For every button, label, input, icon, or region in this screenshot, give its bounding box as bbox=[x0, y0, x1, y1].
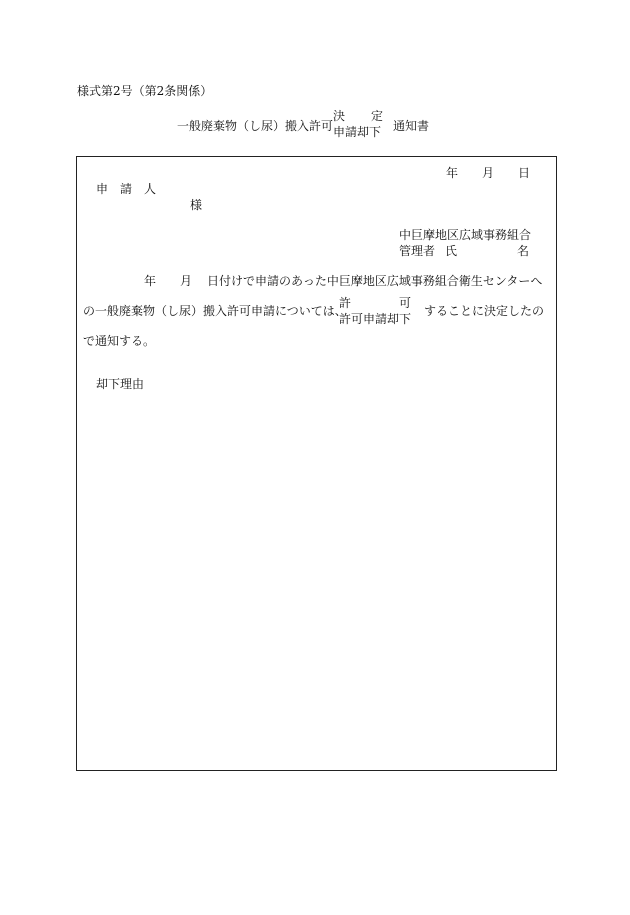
body-line2-option-top-a: 許 bbox=[339, 296, 352, 310]
body-line2-option-top-b: 可 bbox=[399, 296, 412, 310]
title-prefix: 一般廃棄物（し尿）搬入許可 bbox=[177, 119, 334, 133]
manager-label: 管理者 bbox=[399, 244, 436, 258]
date-day-label: 日 bbox=[518, 166, 531, 180]
body-line3-text: で通知する。 bbox=[83, 334, 156, 348]
applicant-label: 申 請 人 bbox=[96, 182, 157, 196]
form-box bbox=[76, 156, 557, 771]
body-line2-tail: することに決定したの bbox=[424, 304, 545, 318]
body-line1-text: 日付けで申請のあった中巨摩地区広域事務組合衛生センターへ bbox=[207, 274, 543, 288]
title-option-top-a: 決 bbox=[333, 109, 346, 123]
title-suffix: 通知書 bbox=[393, 119, 430, 133]
date-year-label: 年 bbox=[446, 166, 459, 180]
body-line2-text: の一般廃棄物（し尿）搬入許可申請については、 bbox=[83, 304, 347, 318]
date-month-label: 月 bbox=[482, 166, 495, 180]
sender-organization: 中巨摩地区広域事務組合 bbox=[399, 228, 532, 242]
applicant-honorific: 様 bbox=[190, 198, 203, 212]
body-line1-year: 年 bbox=[144, 274, 157, 288]
document-title bbox=[0, 108, 630, 140]
manager-name-label-b: 名 bbox=[517, 244, 530, 258]
manager-name-label-a: 氏 bbox=[445, 244, 458, 258]
rejection-reason-label: 却下理由 bbox=[96, 377, 145, 391]
title-option-bottom: 申請却下 bbox=[333, 125, 382, 139]
body-line1-month: 月 bbox=[180, 274, 193, 288]
body-line2-option-bottom: 許可申請却下 bbox=[339, 312, 412, 326]
form-number: 様式第2号（第2条関係） bbox=[77, 84, 213, 98]
title-option-top-b: 定 bbox=[371, 109, 384, 123]
